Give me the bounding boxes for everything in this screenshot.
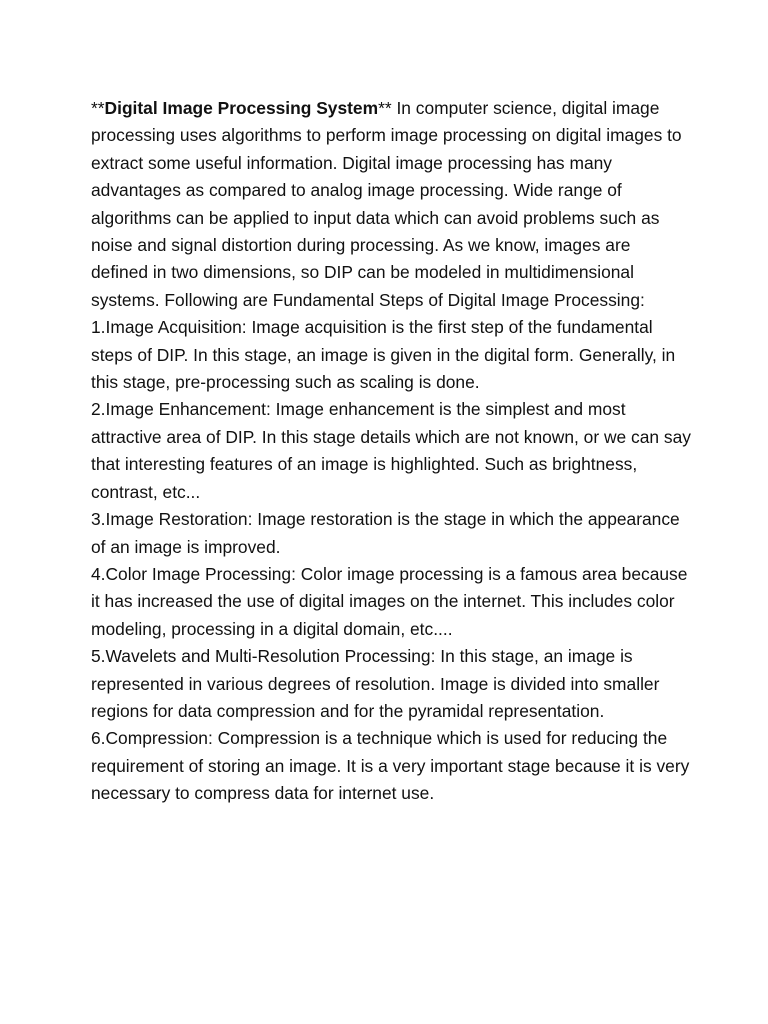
step-5-paragraph: 5.Wavelets and Multi-Resolution Processing: In this stage, an image is represented in various degrees of resolution. Image is divided into smaller regions for data compression and for the pyramidal representation. — [91, 646, 660, 721]
step-6-paragraph: 6.Compression: Compression is a technique which is used for reducing the requirement of storing an image. It is a very important stage because it is very necessary to compress data for internet use. — [91, 728, 690, 804]
step-3-paragraph: 3.Image Restoration: Image restoration is the stage in which the appearance of an image is improved. — [91, 509, 680, 557]
intro-prefix-marks: ** — [91, 98, 105, 118]
intro-suffix-marks: ** — [378, 98, 392, 118]
intro-text: In computer science, digital image processing uses algorithms to perform image processing on digital images to extract some useful information. Digital image processing has many advantages as compared to analog image processing. Wide range of algorithms can be applied to input data which can avoid problems such as noise and signal distortion during processing. As we know, images are defined in two dimensions, so DIP can be modeled in multidimensional systems. Following are Fundamental Steps of Digital Image Processing: — [91, 98, 682, 310]
document-title: Digital Image Processing System — [104, 98, 379, 118]
step-4-paragraph: 4.Color Image Processing: Color image processing is a famous area because it has increased the use of digital images on the internet. This includes color modeling, processing in a digital domain, etc.... — [91, 563, 688, 639]
step-1-paragraph: 1.Image Acquisition: Image acquisition is the first step of the fundamental steps of DIP. In this stage, an image is given in the digital form. Generally, in this stage, pre-processing such as scaling is done. — [91, 317, 676, 393]
intro-paragraph — [91, 95, 691, 314]
step-2-paragraph: 2.Image Enhancement: Image enhancement is the simplest and most attractive area of DIP. In this stage details which are not known, or we can say that interesting features of an image is highlighted. Such as brightness, contrast, etc... — [91, 399, 691, 502]
document-body — [91, 95, 691, 808]
